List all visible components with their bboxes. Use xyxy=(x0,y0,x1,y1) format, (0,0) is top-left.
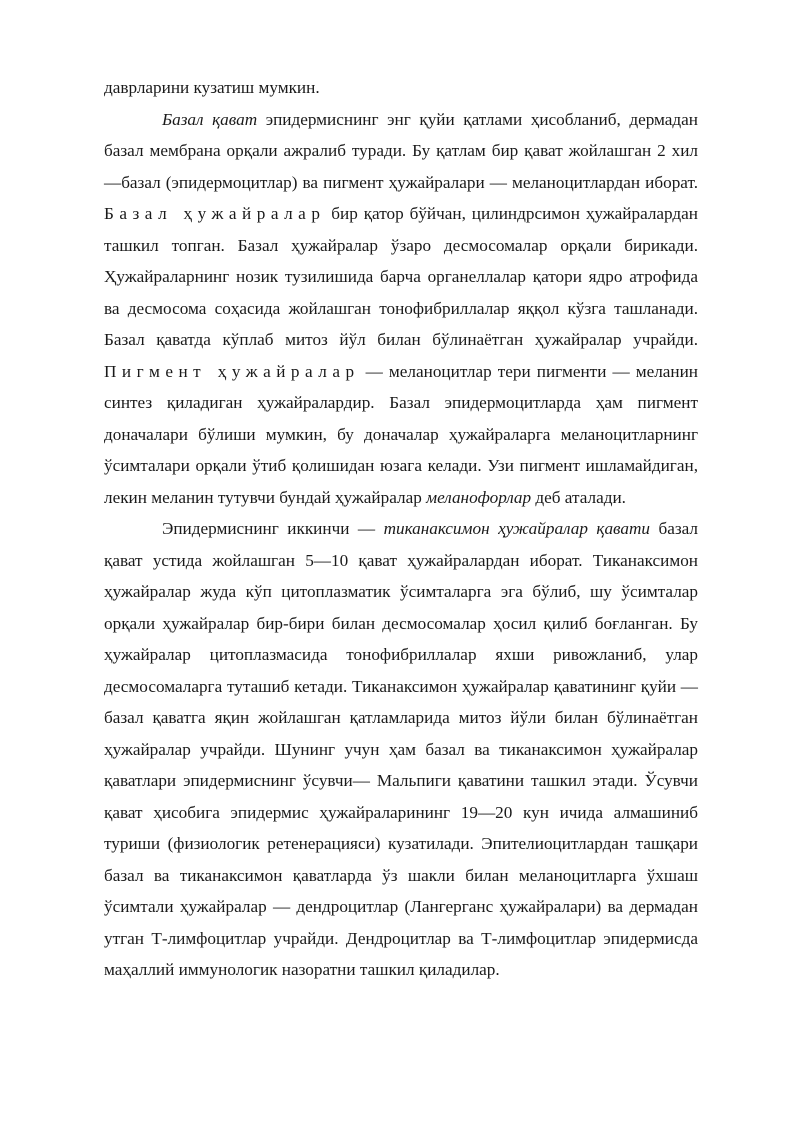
paragraph-continuation xyxy=(104,72,698,104)
term-spinous-layer: тиканаксимон ҳужайралар қавати xyxy=(383,519,650,538)
term-basal-layer: Базал қават xyxy=(162,109,258,129)
text-run: деб аталади. xyxy=(531,487,626,507)
text-run: эпидермиснинг энг қуйи қатлами ҳисобланиб, дермадан базал мембрана орқали ажралиб туради. Бу қатлам бир қават жойлашган 2 хил —базал (эпидермоцитлар) ва пигмент ҳужайралари — меланоцитлардан иборат. xyxy=(104,109,698,192)
document-page xyxy=(104,72,698,986)
term-melanophores: меланофорлар xyxy=(426,487,532,507)
term-basal-cells: Базал ҳужайралар xyxy=(104,204,326,223)
paragraph-spinous-layer xyxy=(104,513,698,986)
text-run: бир қатор бўйчан, цилиндрсимон ҳужайралардан ташкил топган. Базал ҳужайралар ўзаро десмосомалар орқали бирикади. Ҳужайраларнинг нозик тузилишида барча органеллалар қатори ядро атрофида ва десмосома соҳасида жойлашган тонофибриллалар яққол кўзга ташланади. Базал қаватда кўплаб митоз йўл билан бўлинаётган ҳужайралар учрайди. xyxy=(104,204,698,349)
text-run: базал қават устида жойлашган 5—10 қават ҳужайралардан иборат. Тиканаксимон ҳужайралар жуда кўп цитоплазматик ўсимталарга эга бўлиб, шу ўсимталар орқали ҳужайралар бир-бири билан десмосомалар ҳосил қилиб боғланган. Бу ҳужайралар цитоплазмасида тонофибриллалар яхши ривожланиб, улар десмосомаларга туташиб кетади. Тиканаксимон ҳужайралар қаватининг қуйи — базал қаватга яқин жойлашган қатламларида митоз йўли билан бўлинаётган ҳужайралар учрайди. Шунинг учун ҳам базал ва тиканаксимон ҳужайралар қаватлари эпидермиснинг ўсувчи— Мальпиги қаватини ташкил этади. Ўсувчи қават ҳисобига эпидермис ҳужайраларининг 19—20 кун ичида алмашиниб туриши (физиологик ретенерацияси) кузатилади. Эпителиоцитлардан ташқари базал ва тиканаксимон қаватларда ўз шакли билан меланоцитларга ўхшаш ўсимтали ҳужайралар — дендроцитлар (Лангерганс ҳужайралари) ва дермадан утган Т-лимфоцитлар учрайди. Дендроцитлар ва Т-лимфоцитлар эпидермисда маҳаллий иммунологик назоратни ташкил қиладилар. xyxy=(104,519,698,979)
text-run: Эпидермиснинг иккинчи — xyxy=(162,519,384,538)
term-pigment-cells: Пигмент ҳужайралар xyxy=(104,361,360,381)
paragraph-basal-layer xyxy=(104,104,698,514)
text-run: — меланоцитлар тери пигменти — меланин синтез қиладиган ҳужайралардир. Базал эпидермоцитларда ҳам пигмент доначалари бўлиши мумкин, бу доначалар ҳужайраларга меланоцитларнинг ўсимталари орқали ўтиб қолишидан юзага келади. Узи пигмент ишламайдиган, лекин меланин тутувчи бундай ҳужайралар xyxy=(104,361,698,507)
text-run: даврларини кузатиш мумкин. xyxy=(104,78,320,97)
